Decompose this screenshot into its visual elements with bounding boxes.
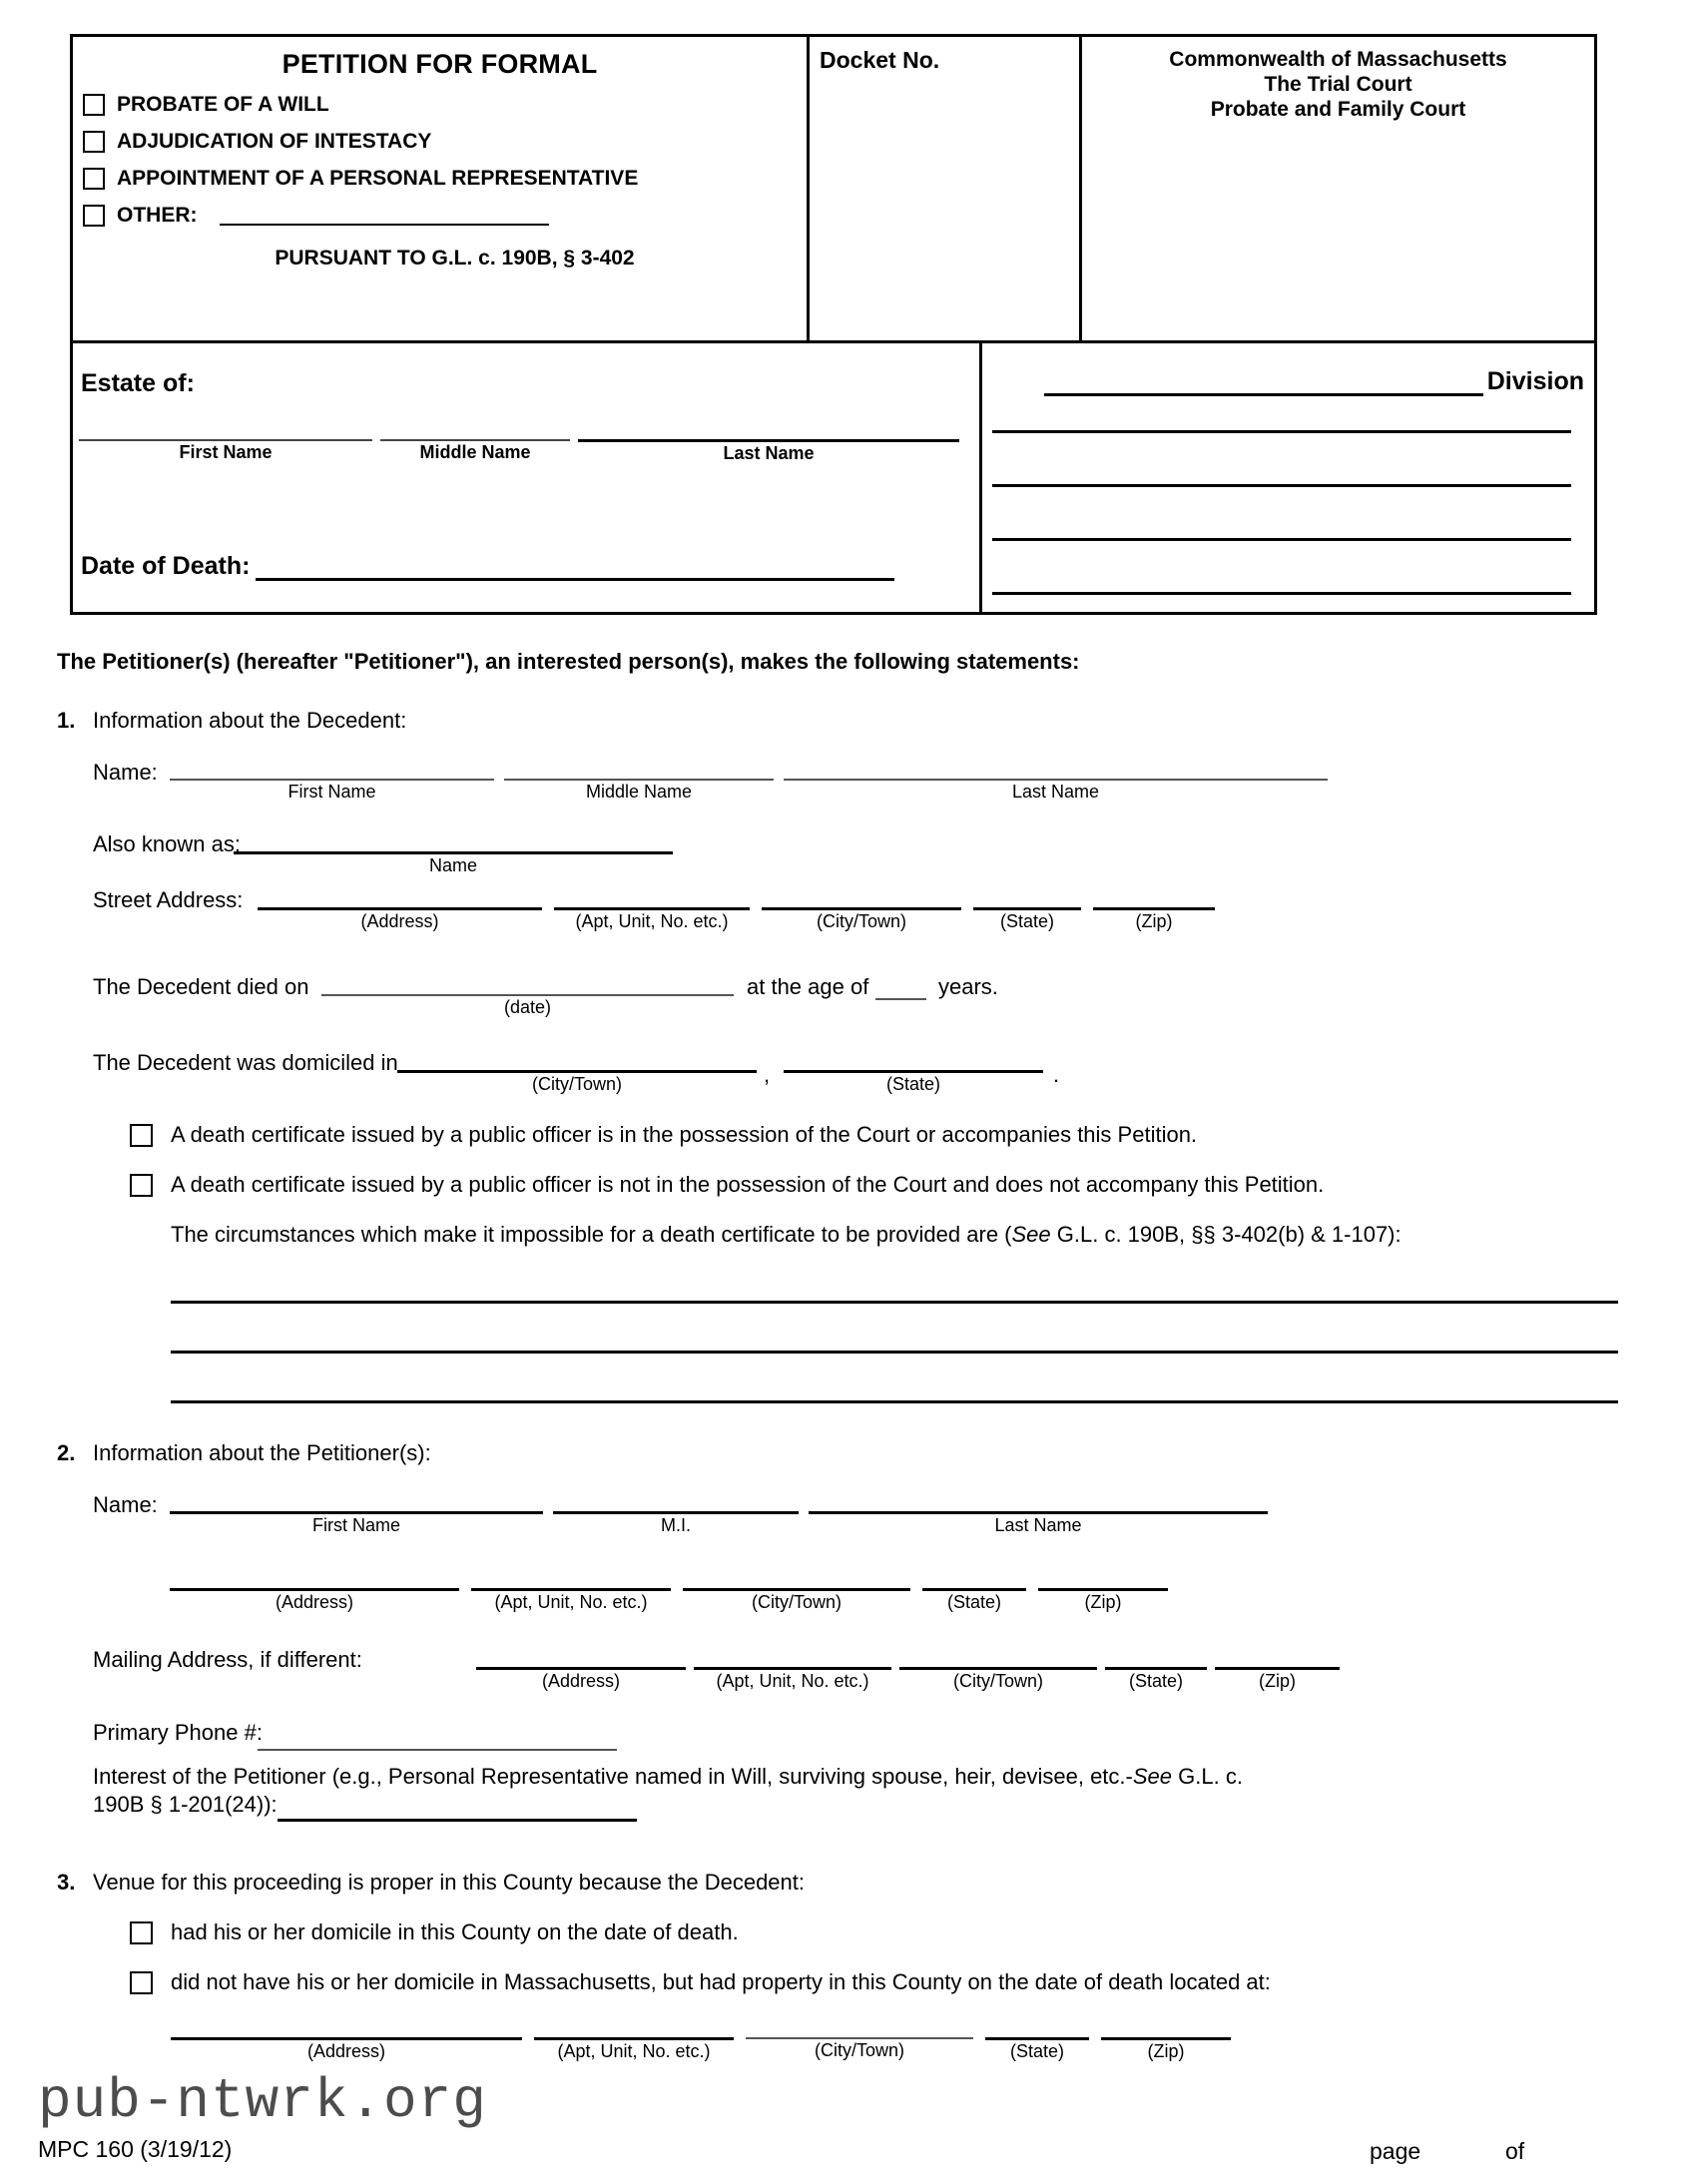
venue-city-caption: (City/Town) [814,2040,904,2060]
decedent-last-name-caption: Last Name [1011,782,1100,802]
division-label: Division [1486,367,1584,395]
mailing-zip-line[interactable] [1215,1667,1340,1670]
venue-zip-field[interactable] [1101,2037,1231,2062]
petitioner-zip-field[interactable] [1038,1588,1168,1613]
date-of-death-label: Date of Death: [81,552,251,580]
court-address-line-1[interactable] [992,430,1571,433]
decedent-state-line[interactable] [973,907,1081,910]
mailing-apt-field[interactable] [694,1667,891,1692]
domiciled-fields [397,1070,757,1095]
circumstances-blank-line-3[interactable] [171,1400,1618,1403]
domicile-state-field[interactable] [784,1070,1043,1095]
footer-page-label: page [1370,2138,1421,2164]
estate-first-name-caption: First Name [179,442,273,462]
petitioner-state-caption: (State) [946,1592,1002,1612]
decedent-address-line[interactable] [258,907,542,910]
died-on-date-line[interactable] [321,994,734,996]
checkbox-domicile-in-county[interactable] [130,1921,153,1944]
estate-right-cell [979,343,1594,612]
venue-apt-caption: (Apt, Unit, No. etc.) [557,2041,711,2061]
venue-state-caption: (State) [1009,2041,1065,2061]
venue-city-line[interactable] [746,2037,973,2039]
died-on-date-caption: (date) [503,997,552,1017]
checkbox-death-certificate-in-possession[interactable] [130,1124,153,1147]
decedent-zip-field[interactable] [1093,907,1215,932]
decedent-apt-field[interactable] [554,907,750,932]
court-address-line-3[interactable] [992,538,1571,541]
domicile-comma: , [764,1062,771,1087]
decedent-address-caption: (Address) [360,911,439,931]
aka-name-caption: Name [428,855,477,875]
venue-zip-caption: (Zip) [1147,2041,1185,2061]
interest-of-petitioner-input-line[interactable] [278,1819,637,1822]
estate-first-name-line[interactable] [79,439,372,441]
petitioner-first-name-line[interactable] [170,1511,543,1514]
property-in-county-text: did not have his or her domicile in Massachusetts, but had property in this County on the date of death located at: [171,1969,1271,1994]
decedent-last-name-line[interactable] [784,779,1328,781]
circumstances-blank-line-2[interactable] [171,1351,1618,1354]
mailing-address-label: Mailing Address, if different: [93,1647,362,1672]
decedent-first-name-field[interactable] [170,779,494,803]
decedent-first-name-line[interactable] [170,779,494,781]
decedent-state-caption: (State) [999,911,1055,931]
decedent-city-caption: (City/Town) [816,911,906,931]
interest-text-pre: Interest of the Petitioner (e.g., Personal Representative named in Will, surviving spouse, heir, devisee, etc.- [93,1764,1133,1789]
petitioner-name-label: Name: [93,1492,158,1517]
estate-last-name-caption: Last Name [723,443,815,463]
venue-state-line[interactable] [985,2037,1089,2040]
petitioner-apt-field[interactable] [471,1588,671,1613]
circumstances-text-post: G.L. c. 190B, §§ 3-402(b) & 1-107): [1050,1222,1402,1247]
footer-of-label: of [1505,2138,1525,2164]
petitioner-mi-line[interactable] [553,1511,799,1514]
petitioner-state-field[interactable] [922,1588,1026,1613]
venue-city-field[interactable] [746,2037,973,2061]
venue-apt-line[interactable] [534,2037,734,2040]
docket-cell[interactable] [807,37,1079,340]
estate-first-name-field[interactable] [79,439,372,464]
mailing-zip-field[interactable] [1215,1667,1340,1692]
estate-last-name-field[interactable] [578,439,959,464]
option-row-probate-of-a-will[interactable] [73,93,807,117]
court-address-line-4[interactable] [992,592,1571,595]
mailing-state-caption: (State) [1128,1671,1184,1691]
aka-field-row [234,851,673,876]
age-label: at the age of [747,974,869,999]
decedent-middle-name-line[interactable] [504,779,774,781]
court-line-trial-court: The Trial Court [1264,72,1412,96]
estate-name-fields [79,439,967,464]
checkbox-other[interactable] [83,205,105,227]
decedent-apt-caption: (Apt, Unit, No. etc.) [575,911,729,931]
date-of-death-input-line[interactable] [256,552,894,581]
died-on-label: The Decedent died on [93,974,309,999]
venue-address-caption: (Address) [306,2041,386,2061]
other-input-line[interactable] [220,206,549,226]
petitioner-city-line[interactable] [683,1588,910,1591]
court-address-line-2[interactable] [992,484,1571,487]
date-of-death-field-row [321,994,734,1018]
estate-last-name-line[interactable] [578,439,959,442]
petitioner-apt-caption: (Apt, Unit, No. etc.) [494,1592,648,1612]
court-cell [1079,37,1594,340]
death-certificate-not-in-possession-text: A death certificate issued by a public officer is not in the possession of the Court and does not accompany this Petition. [171,1172,1325,1197]
mailing-city-caption: (City/Town) [952,1671,1043,1691]
mailing-city-field[interactable] [899,1667,1097,1692]
section-3-number: 3. [57,1870,76,1895]
decedent-first-name-caption: First Name [287,782,376,802]
petitioner-last-name-field[interactable] [809,1511,1268,1536]
decedent-state-field[interactable] [973,907,1081,932]
petitioner-name-fields [170,1511,1268,1536]
circumstances-blank-line-1[interactable] [171,1301,1618,1304]
decedent-address-fields [258,907,1215,932]
mailing-address-fields [476,1667,1340,1692]
died-on-date-field[interactable] [321,994,734,1018]
petitioner-last-name-line[interactable] [809,1511,1268,1514]
estate-table [70,343,1597,615]
petitioner-address-field[interactable] [170,1588,459,1613]
petitioner-address-caption: (Address) [275,1592,354,1612]
street-address-label: Street Address: [93,887,244,912]
petitioner-last-name-caption: Last Name [994,1515,1082,1535]
section-1-number: 1. [57,708,76,733]
petitioner-first-name-caption: First Name [311,1515,400,1535]
estate-left-cell [73,343,979,612]
death-certificate-in-possession-text: A death certificate issued by a public officer is in the possession of the Court or accompanies this Petition. [171,1122,1198,1147]
circumstances-text-pre: The circumstances which make it impossible for a death certificate to be provided are ( [171,1222,1012,1247]
option-row-adjudication-of-intestacy[interactable] [73,130,807,154]
mailing-address-caption: (Address) [541,1671,621,1691]
mailing-address-line[interactable] [476,1667,686,1670]
decedent-middle-name-field[interactable] [504,779,774,803]
venue-zip-line[interactable] [1101,2037,1231,2040]
years-label: years. [938,974,998,999]
mailing-city-line[interactable] [899,1667,1097,1670]
decedent-city-field[interactable] [762,907,961,932]
domicile-city-field[interactable] [397,1070,757,1095]
checkbox-property-in-county[interactable] [130,1971,153,1994]
site-watermark: pub-ntwrk.org [38,2069,487,2133]
domicile-period: . [1053,1062,1060,1087]
primary-phone-label: Primary Phone #: [93,1720,263,1745]
court-line-commonwealth: Commonwealth of Massachusetts [1169,48,1507,71]
venue-address-fields [171,2037,1231,2062]
pursuant-statute-text: PURSUANT TO G.L. c. 190B, § 3-402 [275,247,635,270]
decedent-city-line[interactable] [762,907,961,910]
petitioner-state-line[interactable] [922,1588,1026,1591]
petitioner-statement-intro: The Petitioner(s) (hereafter "Petitioner"), an interested person(s), makes the following statements: [57,649,1080,674]
interest-statute-line2: 190B § 1-201(24)): [93,1792,278,1817]
estate-middle-name-line[interactable] [380,439,570,441]
mailing-state-line[interactable] [1105,1667,1207,1670]
section-3-title: Venue for this proceeding is proper in this County because the Decedent: [93,1870,806,1895]
section-2-number: 2. [57,1440,76,1465]
division-row [1044,367,1584,396]
option-label-appointment-of-personal-representative: APPOINTMENT OF A PERSONAL REPRESENTATIVE [117,167,639,190]
aka-name-field[interactable] [234,851,673,876]
age-input-line[interactable] [875,998,926,1000]
domicile-state-caption: (State) [885,1074,941,1094]
petitioner-city-field[interactable] [683,1588,910,1613]
form-id-footer: MPC 160 (3/19/12) [38,2136,233,2162]
mailing-apt-caption: (Apt, Unit, No. etc.) [716,1671,869,1691]
docket-number-label: Docket No. [820,47,940,73]
header-petition-cell [73,37,807,340]
section-2-title: Information about the Petitioner(s): [93,1440,431,1465]
primary-phone-input-line[interactable] [258,1749,617,1751]
mailing-state-field[interactable] [1105,1667,1207,1692]
checkbox-appointment-of-personal-representative[interactable] [83,168,105,190]
estate-of-label: Estate of: [81,369,195,397]
decedent-address-field[interactable] [258,907,542,932]
venue-apt-field[interactable] [534,2037,734,2062]
decedent-name-label: Name: [93,760,158,785]
petitioner-apt-line[interactable] [471,1588,671,1591]
estate-middle-name-caption: Middle Name [419,442,531,462]
domicile-city-caption: (City/Town) [531,1074,622,1094]
header-table [70,34,1597,343]
circumstances-text [171,1220,1618,1249]
mailing-address-field[interactable] [476,1667,686,1692]
checkbox-death-certificate-not-in-possession[interactable] [130,1174,153,1197]
domicile-state-field-row [784,1070,1043,1095]
checkbox-adjudication-of-intestacy[interactable] [83,131,105,153]
division-input-line[interactable] [1044,367,1483,396]
petitioner-mi-caption: M.I. [661,1515,691,1535]
decedent-zip-caption: (Zip) [1135,911,1173,931]
mailing-apt-line[interactable] [694,1667,891,1670]
also-known-as-label: Also known as: [93,831,241,856]
option-label-adjudication-of-intestacy: ADJUDICATION OF INTESTACY [117,130,432,153]
venue-address-field[interactable] [171,2037,522,2062]
petitioner-zip-caption: (Zip) [1084,1592,1122,1612]
petitioner-city-caption: (City/Town) [751,1592,842,1612]
circumstances-see-italic: See [1011,1222,1051,1247]
petitioner-mi-field[interactable] [553,1511,799,1536]
decedent-apt-line[interactable] [554,907,750,910]
option-row-other[interactable] [73,204,807,228]
decedent-last-name-field[interactable] [784,779,1328,803]
petitioner-first-name-field[interactable] [170,1511,543,1536]
venue-state-field[interactable] [985,2037,1089,2062]
date-of-death-row [81,552,894,581]
venue-address-line[interactable] [171,2037,522,2040]
domicile-state-line[interactable] [784,1070,1043,1073]
decedent-name-fields [170,779,1328,803]
interest-of-petitioner-text [93,1762,1620,1791]
interest-text-post: G.L. c. [1172,1764,1243,1789]
decedent-zip-line[interactable] [1093,907,1215,910]
section-1-title: Information about the Decedent: [93,708,407,733]
interest-see-italic: See [1132,1764,1173,1789]
petitioner-address-line[interactable] [170,1588,459,1591]
option-label-probate-of-a-will: PROBATE OF A WILL [117,93,329,116]
petitioner-zip-line[interactable] [1038,1588,1168,1591]
court-line-probate-family: Probate and Family Court [1210,97,1466,121]
option-row-appointment-of-personal-representative[interactable] [73,167,807,191]
estate-middle-name-field[interactable] [380,439,570,464]
aka-name-line[interactable] [234,851,673,854]
checkbox-probate-of-a-will[interactable] [83,94,105,116]
page-title: PETITION FOR FORMAL [281,49,598,79]
petitioner-address-fields [170,1588,1168,1613]
domicile-in-county-text: had his or her domicile in this County on the date of death. [171,1919,739,1944]
decedent-middle-name-caption: Middle Name [585,782,693,802]
option-label-other: OTHER: [117,204,198,227]
domicile-city-line[interactable] [397,1070,757,1073]
mailing-zip-caption: (Zip) [1259,1671,1296,1691]
domiciled-in-label: The Decedent was domiciled in [93,1050,398,1075]
